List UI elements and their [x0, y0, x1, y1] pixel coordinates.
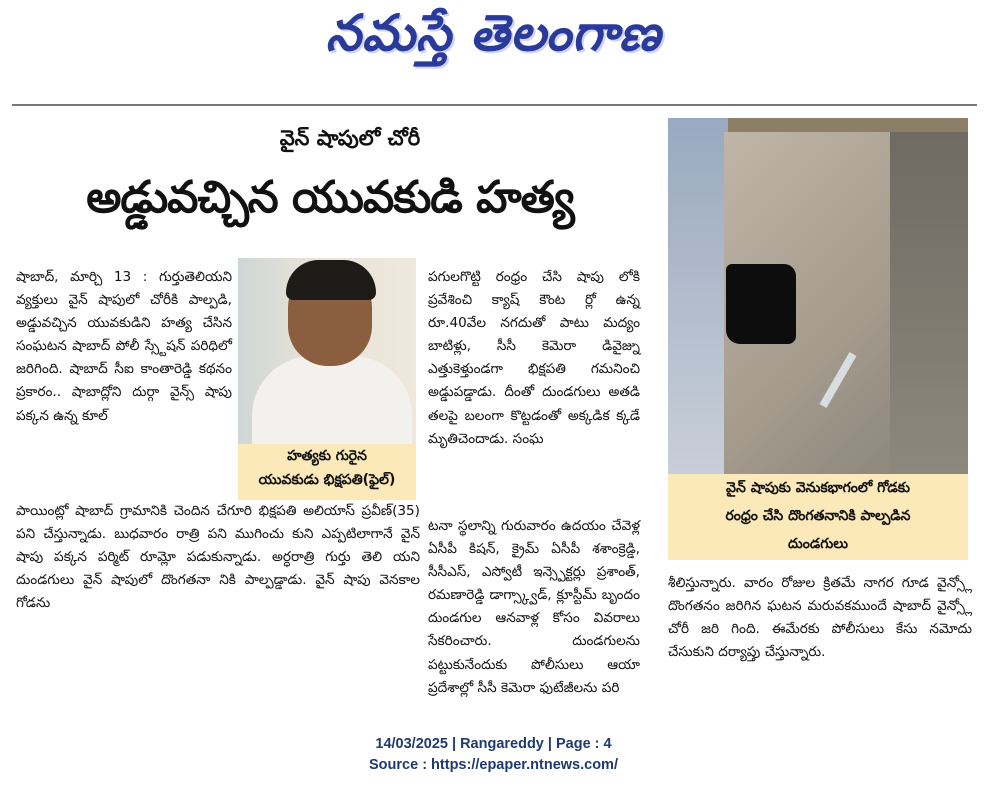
- article-headline: అడ్డువచ్చిన యువకుడి హత్య: [86, 172, 574, 223]
- caption-line: దుండగులు: [788, 536, 848, 552]
- wall-hole-photo: [668, 118, 968, 474]
- article-kicker: వైన్ షాపులో చోరీ: [279, 126, 421, 150]
- caption-line: యువకుడు భిక్షపతి(ఫైల్): [258, 472, 396, 488]
- article-column-3: [668, 572, 972, 664]
- wall-photo-caption: [668, 474, 968, 560]
- caption-line: హత్యకు గురైన: [287, 448, 367, 464]
- page-footer: [0, 734, 987, 776]
- source-link[interactable]: Source : https://epaper.ntnews.com/: [369, 757, 618, 773]
- article-column-2-bottom: [428, 515, 640, 700]
- masthead: [0, 0, 987, 80]
- paragraph: పాయింట్లో షాబాద్ గ్రామానికి చెందిన చేగూరి భిక్షపతి అలియాస్ ప్రవీణ్(35) పని చేస్తున్నాడు. బుధవారం రాత్రి పని ముగించు కుని ఎప్పటిలాగానే వైన్ షాపు పక్కన పర్మిట్ రూమ్లో పడుకున్నాడు. అర్ధరాత్రి గుర్తు తెలి యని దుండగులు వైన్ షాపులో దొంగతనా నికి పాల్పడ్డాడు. వైన్ షాపు వెనకాల గోడను: [16, 503, 420, 612]
- edition-info: 14/03/2025 | Rangareddy | Page : 4: [375, 736, 612, 752]
- article-column-1-bottom: [16, 500, 420, 615]
- header-divider: [12, 104, 977, 106]
- article-column-2-top: [428, 266, 640, 451]
- paragraph: పగులగొట్టి రంధ్రం చేసి షాపు లోకి ప్రవేశించి క్యాష్ కౌంట ర్లో ఉన్న రూ.40వేల నగదుతో పాటు మద్యం బాటిళ్లు, సీసీ కెమెరా డివైజ్ను ఎత్తుకెళ్తుండగా భిక్షపతి గమనించి అడ్డుపడ్డాడు. దీంతో దుండగులు అతడి తలపై బలంగా కొట్టడంతో అక్కడిక క్కడే మృతిచెందాడు. సంఘ: [428, 269, 640, 447]
- caption-line: రంధ్రం చేసి దొంగతనానికి పాల్పడిన: [725, 508, 911, 524]
- paragraph: టనా స్థలాన్ని గురువారం ఉదయం చేవెళ్ల ఏసీపీ కిషన్, క్రైమ్ ఏసీపీ శశాంక్రెడ్డి, సీసీఎస్, ఎస్వోటీ ఇన్స్పెక్టర్లు ప్రశాంత్, రమణారెడ్డి డాగ్స్క్వాడ్, క్లూస్టీమ్ బృందం దుండగుల ఆనవాళ్ల కోసం వివరాలు సేకరించారు. దుండగులను పట్టుకునేందుకు పోలీసులు ఆయా ప్రదేశాల్లో సీసీ కెమెరా ఫుటేజీలను పరి: [428, 518, 640, 696]
- paragraph: షాబాద్, మార్చి 13 : గుర్తుతెలియని వ్యక్తులు వైన్ షాపులో చోరీకి పాల్పడి, అడ్డువచ్చిన యువకుడిని హత్య చేసిన సంఘటన షాబాద్ పోలీ స్స్టేషన్ పరిధిలో జరిగింది. షాబాద్ సీఐ కాంతారెడ్డి కథనం ప్రకారం.. షాబాద్లోని దుర్గా వైన్స్ షాపు పక్కన ఉన్న కూల్: [16, 269, 232, 424]
- caption-line: వైన్ షాపుకు వెనుకభాగంలో గోడకు: [726, 480, 910, 496]
- newspaper-logo: నమస్తే తెలంగాణ: [325, 4, 662, 62]
- paragraph: శీలిస్తున్నారు. వారం రోజుల క్రితమే నాగర గూడ వైన్స్లో దొంగతనం జరిగిన ఘటన మరువకముందే షాబాద్ వైన్స్లో చోరీ జరి గింది. ఈమేరకు పోలీసులు కేసు నమోదు చేసుకుని దర్యాప్తు చేస్తున్నారు.: [668, 575, 972, 661]
- victim-photo-caption: [238, 444, 416, 500]
- victim-photo: [238, 258, 416, 444]
- article-column-1-top: [16, 266, 232, 428]
